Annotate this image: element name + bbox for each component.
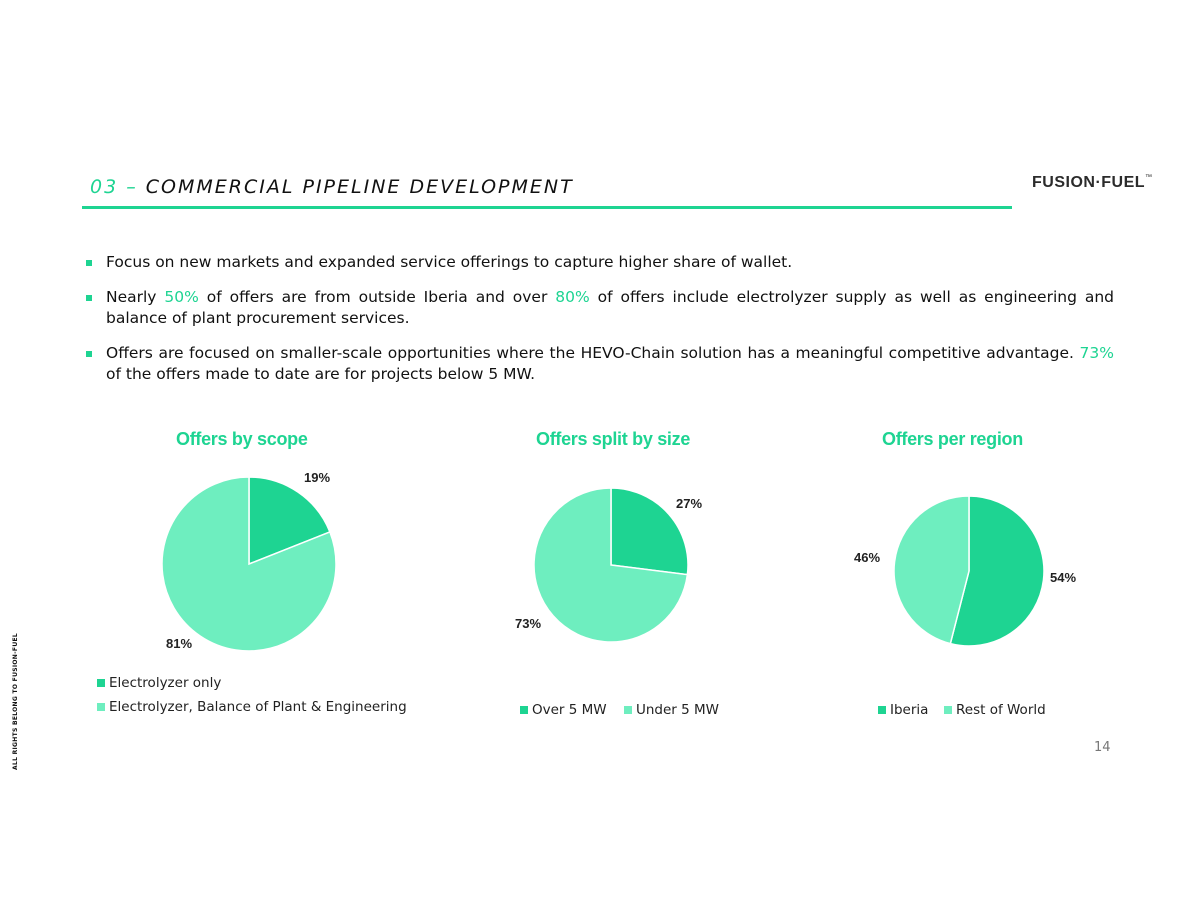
legend-swatch [944,706,952,714]
title-underline [82,206,1012,209]
bullet-text: of the offers made to date are for projects below 5 MW. [106,365,536,383]
legend-label: Rest of World [956,702,1046,718]
section-number: 03 [90,176,119,198]
highlight-percent: 50% [164,288,199,306]
legend-swatch [520,706,528,714]
pie-chart-region [892,494,1046,648]
bullet-list [86,252,1114,399]
legend-label: Under 5 MW [636,702,720,718]
bullet-item [86,252,1114,273]
highlight-percent: 80% [555,288,590,306]
bullet-text: Offers are focused on smaller-scale opportunities where the HEVO-Chain solution has a meaningful competitive advantage. [106,344,1080,362]
bullet-text: Focus on new markets and expanded service offerings to capture higher share of wallet. [106,253,793,271]
copyright-side-note: ALL RIGHTS BELONG TO FUSION-FUEL [12,632,19,770]
company-logo [1032,174,1153,192]
legend-item-electrolyzer-bop [97,699,407,715]
legend-label: Over 5 MW [532,702,607,718]
bullet-text: of offers are from outside Iberia and over [198,288,556,306]
slice-label-electrolyzer-only: 19% [304,470,331,485]
section-title [90,176,574,198]
legend-label: Iberia [890,702,929,718]
highlight-percent: 73% [1079,344,1114,362]
section-dash: – [118,176,146,198]
bullet-item [86,287,1114,329]
bullet-text: Nearly [106,288,165,306]
slice-label-rest-of-world: 46% [854,550,881,565]
legend-swatch [97,703,105,711]
legend-item-over-5mw [520,702,607,718]
page-number: 14 [1094,740,1111,755]
slice-label-electrolyzer-bop: 81% [166,636,193,651]
legend-item-electrolyzer-only [97,675,221,691]
chart-title-region: Offers per region [882,429,1023,449]
slice-label-iberia: 54% [1050,570,1077,585]
legend-item-iberia [878,702,928,718]
legend-swatch [97,679,105,687]
slice-label-under-5mw: 73% [515,616,542,631]
bullet-square-icon [86,351,92,357]
legend-item-rest-of-world [944,702,1046,718]
slice-label-over-5mw: 27% [676,496,703,511]
legend-swatch [624,706,632,714]
legend-swatch [878,706,886,714]
legend-label: Electrolyzer only [109,675,222,691]
bullet-item [86,343,1114,385]
logo-trademark: ™ [1145,174,1153,181]
pie-chart-scope [160,475,338,653]
pie-chart-size [532,486,690,644]
bullet-text: of offers include electrolyzer supply as well as engineering and balance of plant procurement services. [106,288,1114,327]
logo-text: FUSION·FUEL [1032,174,1146,191]
bullet-square-icon [86,260,92,266]
bullet-square-icon [86,295,92,301]
section-title-text: COMMERCIAL PIPELINE DEVELOPMENT [145,176,574,198]
chart-title-scope: Offers by scope [176,429,308,449]
legend-item-under-5mw [624,702,719,718]
legend-label: Electrolyzer, Balance of Plant & Engineering [109,699,407,715]
chart-title-size: Offers split by size [536,429,691,449]
